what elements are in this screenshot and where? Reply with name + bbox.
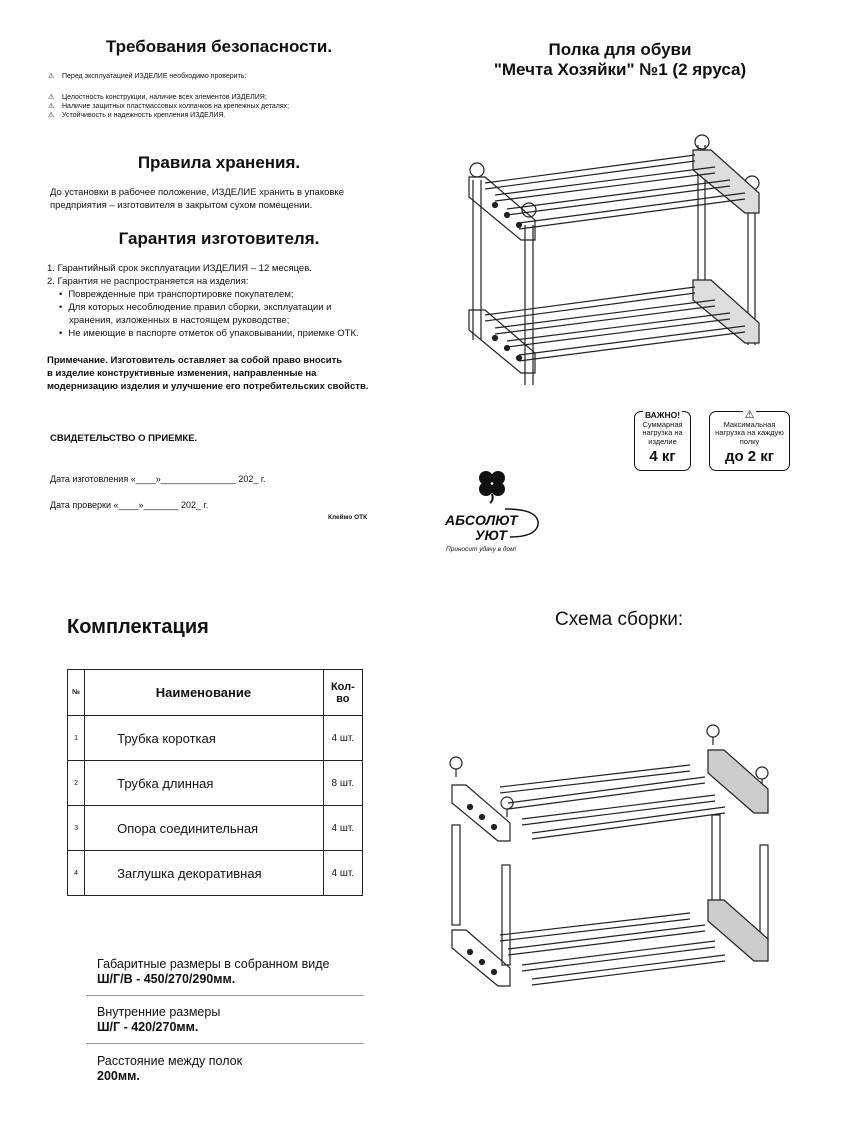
storage-text: До установки в рабочее положение, ИЗДЕЛИЕ хранить в упаковке предприятия – изготовителя в закрытом сухом помещении. xyxy=(50,187,344,211)
divider xyxy=(86,1043,364,1044)
table-header-row xyxy=(68,670,363,716)
table-row: 1 Трубка короткая 4 шт. xyxy=(68,716,363,761)
warning-icon: ⚠ xyxy=(48,112,55,119)
warranty-title: Гарантия изготовителя. xyxy=(118,229,320,248)
brand-name-line2: УЮТ xyxy=(475,527,507,543)
clover-icon xyxy=(475,468,509,504)
warranty-text: 1. Гарантийный срок эксплуатации ИЗДЕЛИЯ – 12 месяцев. 2. Гарантия не распространяется на изделия: • Поврежденные при транспортировке покупателем; • Для которых несоблюдение правил сборки, эксплуатации и хранения, изложенных в настоящем руководстве; • Не имеющие в паспорте отметок об упаковывании, приемке ОТК. xyxy=(47,263,359,339)
divider xyxy=(86,995,364,996)
column-header-qty: Кол-во xyxy=(323,670,362,716)
table-row: 2 Трубка длинная 8 шт. xyxy=(68,761,363,806)
column-header-number: № xyxy=(68,670,85,716)
kit-table xyxy=(67,669,363,896)
total-load-value: 4 кг xyxy=(649,448,676,465)
assembly-title: Схема сборки: xyxy=(555,609,684,630)
max-load-value: до 2 кг xyxy=(724,448,775,465)
safety-item: ⚠ Устойчивость и надежность крепления ИЗДЕЛИЯ. xyxy=(48,112,226,119)
warning-icon: ⚠ xyxy=(48,103,55,110)
inner-dimensions: Внутренние размеры Ш/Г - 420/270мм. xyxy=(97,1005,221,1034)
max-load-badge: ⚠ Максимальная нагрузка на каждую полку до 2 кг xyxy=(709,411,790,471)
brand-name-line1: АБСОЛЮТ xyxy=(445,512,518,528)
product-title: Полка для обуви "Мечта Хозяйки" №1 (2 яруса) xyxy=(493,40,747,79)
warranty-note: Примечание. Изготовитель оставляет за собой право вносить в изделие конструктивные изменения, направленные на модернизацию изделия и улучшение его потребительских свойств. xyxy=(47,355,369,392)
assembled-shelf-drawing xyxy=(455,125,775,395)
shelf-gap: Расстояние между полок 200мм. xyxy=(97,1054,243,1083)
warning-icon: ⚠ xyxy=(744,409,755,421)
safety-title: Требования безопасности. xyxy=(105,37,333,56)
brand-logo xyxy=(440,465,550,560)
safety-item: ⚠ Наличие защитных пластмассовых колпачков на крепежных деталях; xyxy=(48,103,290,110)
brand-slogan: Приносит удачу в дом! xyxy=(446,546,517,553)
date-manufactured: Дата изготовления «____»_______________ 202_ г. xyxy=(50,474,266,484)
table-row: 4 Заглушка декоративная 4 шт. xyxy=(68,851,363,896)
safety-item: ⚠ Целостность конструкции, наличие всех элементов ИЗДЕЛИЯ; xyxy=(48,94,267,101)
storage-title: Правила хранения. xyxy=(137,153,301,172)
table-row: 3 Опора соединительная 4 шт. xyxy=(68,806,363,851)
outer-dimensions: Габаритные размеры в собранном виде Ш/Г/В - 450/270/290мм. xyxy=(97,957,330,986)
date-checked: Дата проверки «____»_______ 202_ г. xyxy=(50,500,209,510)
warning-icon: ⚠ xyxy=(48,73,55,80)
warning-icon: ⚠ xyxy=(48,94,55,101)
column-header-name: Наименование xyxy=(85,670,324,716)
certificate-title: СВИДЕТЕЛЬСТВО О ПРИЕМКЕ. xyxy=(50,433,198,444)
important-label: ВАЖНО! xyxy=(644,410,681,420)
assembly-diagram xyxy=(440,715,780,1005)
safety-item: ⚠ Перед эксплуатацией ИЗДЕЛИЕ необходимо проверить: xyxy=(48,73,247,80)
safety-list xyxy=(48,72,378,120)
total-load-badge: ВАЖНО! Суммарная нагрузка на изделие 4 кг xyxy=(634,411,691,471)
kit-title: Комплектация xyxy=(67,616,209,638)
otk-stamp: Клеймо ОТК xyxy=(328,514,368,521)
